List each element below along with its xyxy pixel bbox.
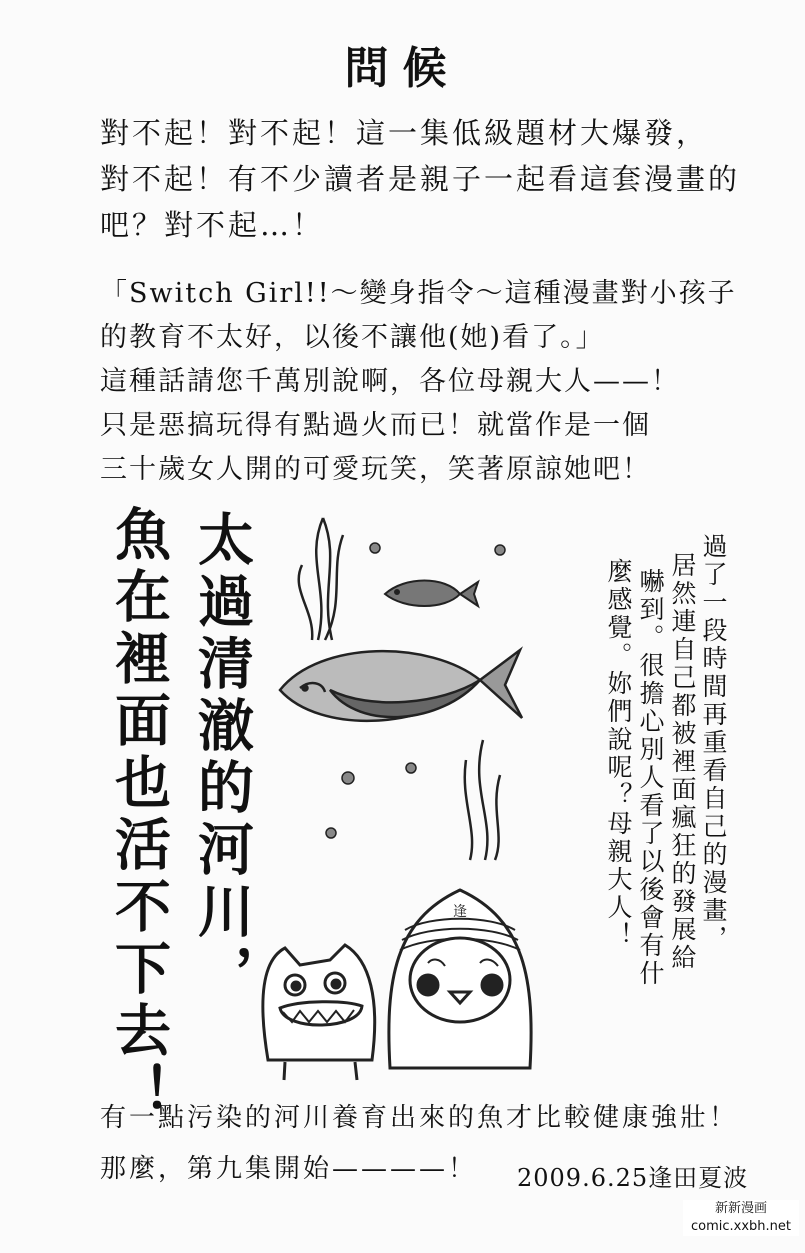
text-line: 只是惡搞玩得有點過火而已！就當作是一個 (100, 410, 651, 441)
text-line: 對不起！對不起！這一集低級題材大爆發， (100, 116, 709, 150)
hood-label: 逢 (453, 904, 467, 920)
seaweed-left (299, 518, 343, 640)
text-line: 對不起！有不少讀者是親子一起看這套漫畫的 (100, 162, 741, 196)
hooded-character (389, 890, 531, 1068)
site-watermark (683, 1200, 799, 1236)
closing-line-2: 那麼，第九集開始————！ (100, 1154, 478, 1184)
text-line: 的教育不太好，以後不讓他(她)看了。」 (100, 322, 605, 353)
vertical-note-line: 嚇到。很擔心別人看了以後會有什 (636, 568, 665, 988)
text-line: 三十歲女人開的可愛玩笑，笑著原諒她吧！ (100, 454, 651, 485)
small-fish (385, 581, 478, 607)
page-title: 問候 (344, 43, 461, 94)
cat-monster (263, 945, 375, 1080)
vertical-heading-1: 太過清澈的河川， (189, 510, 254, 1006)
watermark-name: 新新漫画 (714, 1201, 767, 1216)
watermark-url: comic.xxbh.net (690, 1219, 791, 1234)
vertical-note-line: 居然連自己都被裡面瘋狂的發展給 (668, 552, 697, 972)
big-fish (280, 650, 522, 721)
text-line: 「Switch Girl!!～變身指令～這種漫畫對小孩子 (100, 278, 737, 309)
text-line: 這種話請您千萬別說啊，各位母親大人——！ (100, 366, 680, 397)
vertical-heading-2: 魚在裡面也活不下去！ (106, 505, 171, 1125)
closing-line-1: 有一點污染的河川養育出來的魚才比較健康強壯！ (100, 1103, 739, 1133)
signature-date: 2009.6.25逢田夏波 (517, 1164, 749, 1192)
seaweed-right (465, 740, 500, 860)
text-line: 吧？對不起…！ (100, 208, 325, 242)
vertical-note-line: 麼感覺。妳們說呢？母親大人！ (604, 558, 633, 950)
vertical-note-line: 過了一段時間再重看自己的漫畫， (699, 533, 728, 953)
